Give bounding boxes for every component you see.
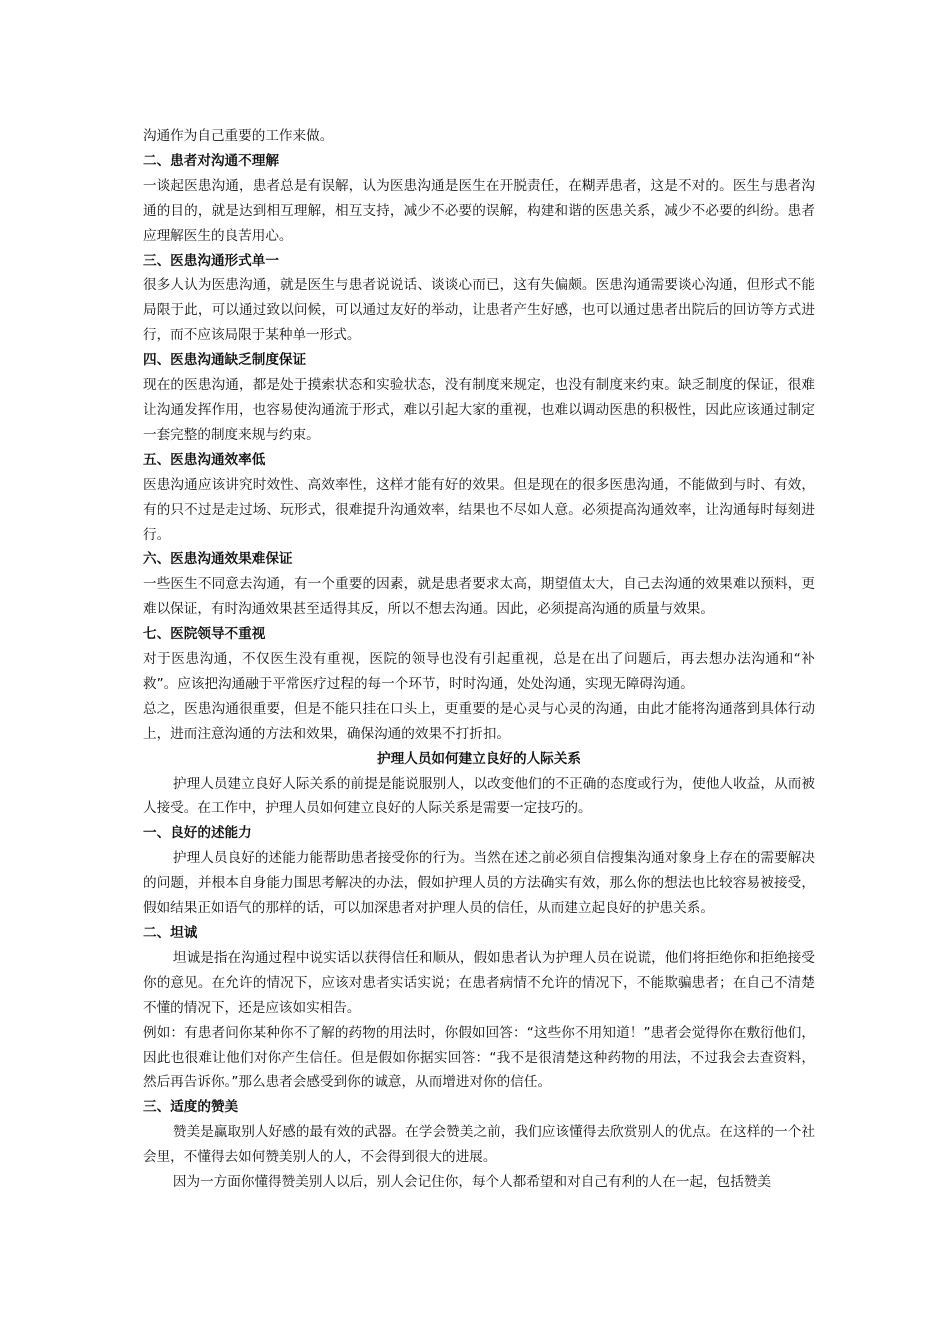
section-paragraph: 坦诚是指在沟通过程中说实话以获得信任和顺从，假如患者认为护理人员在说谎，他们将拒绝你和拒绝接受你的意见。在允许的情况下，应该对患者实话实说；在患者病情不允许的情况下，不能欺骗患者；在自己不清楚不懂的情况下，还是应该如实相告。 [143, 949, 815, 1016]
section-heading: 七、医院领导不重视 [143, 626, 266, 643]
section-heading: 三、医患沟通形式单一 [143, 252, 279, 269]
section-paragraph: 现在的医患沟通，都是处于摸索状态和实验状态，没有制度来规定，也没有制度来约束。缺乏制度的保证，很难让沟通发挥作用，也容易使沟通流于形式，难以引起大家的重视，也难以调动医患的积极性，因此应该通过制定一套完整的制度来规与约束。 [143, 377, 815, 443]
continuation-text: 沟通作为自己重要的工作来做。 [143, 128, 334, 144]
section-paragraph: 很多人认为医患沟通，就是医生与患者说说话、谈谈心而已，这有失偏颇。医患沟通需要谈心沟通，但形式不能局限于此，可以通过致以问候，可以通过友好的举动，让患者产生好感，也可以通过患者出院后的回访等方式进行，而不应该局限于某种单一形式。 [143, 277, 815, 344]
section-heading: 二、患者对沟通不理解 [143, 152, 279, 169]
section-paragraph: 赞美是赢取别人好感的最有效的武器。在学会赞美之前，我们应该懂得去欣赏别人的优点。在这样的一个社会里，不懂得去如何赞美别人的人，不会得到很大的进展。 [143, 1124, 815, 1166]
section-paragraph: 一些医生不同意去沟通，有一个重要的因素，就是患者要求太高，期望值太大，自己去沟通的效果难以预料，更难以保证，有时沟通效果甚至适得其反，所以不想去沟通。因此，必须提高沟通的质量与效果。 [143, 576, 815, 618]
section-heading: 三、适度的赞美 [143, 1099, 239, 1116]
section-paragraph: 因为一方面你懂得赞美别人以后，别人会记住你，每个人都希望和对自己有利的人在一起，包括赞美 [172, 1174, 772, 1191]
section-heading: 一、良好的述能力 [143, 825, 252, 842]
section-heading: 二、坦诚 [143, 925, 198, 941]
section-paragraph: 对于医患沟通，不仅医生没有重视，医院的领导也没有引起重视，总是在出了问题后，再去想办法沟通和“补救”。应该把沟通融于平常医疗过程的每一个环节，时时沟通，处处沟通，实现无障碍沟通。 [143, 651, 815, 692]
intro-paragraph: 护理人员建立良好人际关系的前提是能说服别人，以改变他们的不正确的态度或行为，使他人收益，从而被人接受。在工作中，护理人员如何建立良好的人际关系是需要一定技巧的。 [143, 775, 815, 817]
section-paragraph: 护理人员良好的述能力能帮助患者接受你的行为。当然在述之前必须自信搜集沟通对象身上存在的需要解决的问题，并根本自身能力围思考解决的办法，假如护理人员的方法确实有效，那么你的想法也比较容易被接受，假如结果正如语气的那样的话，可以加深患者对护理人员的信任，从而建立起良好的护患关系。 [143, 850, 815, 917]
section-paragraph: 医患沟通应该讲究时效性、高效率性，这样才能有好的效果。但是现在的很多医患沟通，不能做到与时、有效，有的只不过是走过场、玩形式，很难提升沟通效率，结果也不尽如人意。必须提高沟通效率，让沟通每时每刻进行。 [143, 476, 815, 543]
section-heading: 五、医患沟通效率低 [143, 451, 266, 468]
article-title: 护理人员如何建立良好的人际关系 [377, 750, 581, 767]
example-paragraph: 例如：有患者问你某种你不了解的药物的用法时，你假如回答：“这些你不用知道！”患者会觉得你在敷衍他们，因此也很难让他们对你产生信任。但是假如你据实回答：“我不是很清楚这种药物的用法，不过我会去查资料，然后再告诉你。”那么患者会感受到你的诚意，从而增进对你的信任。 [143, 1024, 815, 1091]
summary-paragraph: 总之，医患沟通很重要，但是不能只挂在口头上，更重要的是心灵与心灵的沟通，由此才能将沟通落到具体行动上，进而注意沟通的方法和效果，确保沟通的效果不打折扣。 [143, 700, 815, 742]
section-heading: 四、医患沟通缺乏制度保证 [143, 352, 307, 369]
document-page [143, 124, 815, 1195]
section-heading: 六、医患沟通效果难保证 [143, 551, 293, 568]
section-paragraph: 一谈起医患沟通，患者总是有误解，认为医患沟通是医生在开脱责任，在糊弄患者，这是不对的。医生与患者沟通的目的，就是达到相互理解，相互支持，减少不必要的误解，构建和谐的医患关系，减少不必要的纠纷。患者应理解医生的良苦用心。 [143, 177, 815, 244]
